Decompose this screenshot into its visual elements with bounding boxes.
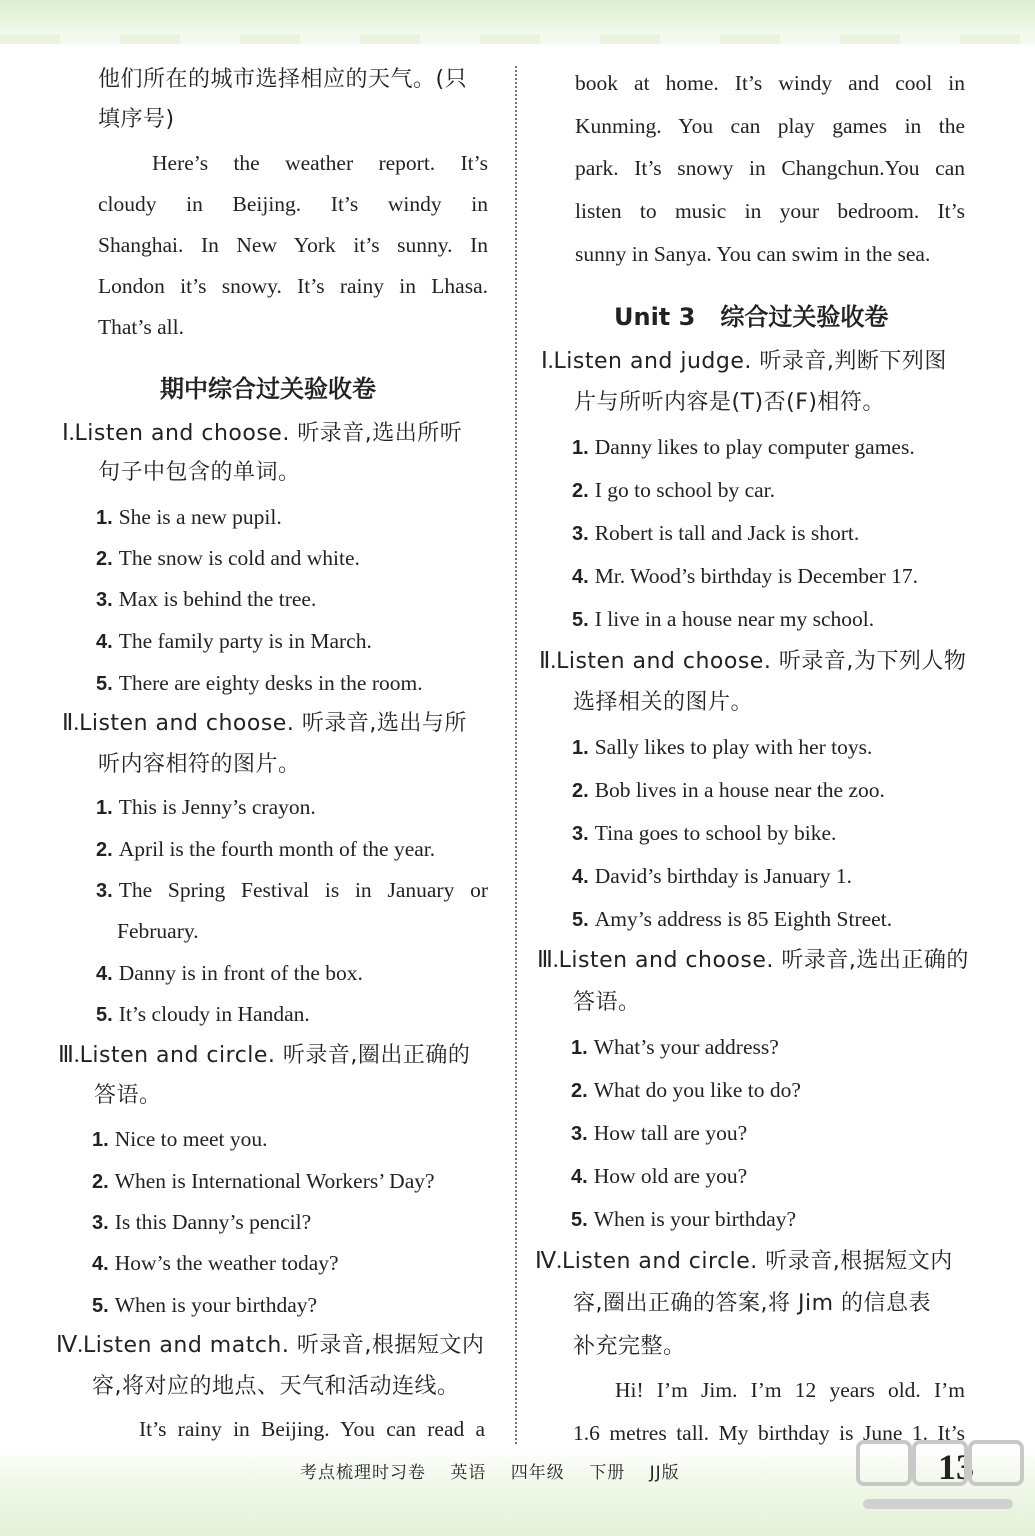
list-item: 5. Amy’s address is 85 Eighth Street. [572,907,893,931]
section-iv-heading-cont-2: 补充完整。 [573,1334,686,1359]
footer-term: 下册 [589,1463,626,1483]
list-item: 1. Sally likes to play with her toys. [572,735,873,759]
section-iii-heading-cont: 答语。 [573,990,641,1015]
list-item: 1. Danny likes to play computer games. [572,435,915,459]
list-item: 3. Robert is tall and Jack is short. [572,521,860,545]
section-iv-heading-cont: 容,将对应的地点、天气和活动连线。 [92,1374,460,1399]
list-item: 2. When is International Workers’ Day? [92,1169,435,1193]
list-item: 3. The Spring Festival is in January or [96,878,488,902]
section-iv-heading: Ⅳ.Listen and circle. 听录音,根据短文内 [535,1248,953,1274]
list-item: 5. When is your birthday? [92,1293,318,1317]
intro-line-1: 他们所在的城市选择相应的天气。(只 [98,67,468,92]
list-item: 1. This is Jenny’s crayon. [96,795,316,819]
column-divider [515,66,517,1444]
passage-line-2: cloudy in Beijing. It’s windy in [98,192,488,216]
footer-grade: 四年级 [510,1463,565,1483]
list-item-cont: February. [117,919,199,943]
passage-line-5: sunny in Sanya. You can swim in the sea. [575,242,931,266]
list-item: 5. When is your birthday? [571,1207,797,1231]
section-i-heading-cont: 片与所听内容是(T)否(F)相符。 [574,390,885,415]
list-item: 1. Nice to meet you. [92,1127,268,1151]
passage-line-3: park. It’s snowy in Changchun.You can [575,156,965,180]
footer-info [300,1458,698,1483]
list-item: 5. I live in a house near my school. [572,607,875,631]
list-item: 1. What’s your address? [571,1035,779,1059]
list-item: 5. It’s cloudy in Handan. [96,1002,310,1026]
passage-line-3: Shanghai. In New York it’s sunny. In [98,233,488,257]
passage-line: Hi! I’m Jim. I’m 12 years old. I’m [615,1378,965,1402]
intro-line-2: 填序号) [98,107,175,132]
watermark-logo-icon [848,1434,1030,1532]
passage-line-1: book at home. It’s windy and cool in [575,71,965,95]
section-iv-heading-cont: 容,圈出正确的答案,将 Jim 的信息表 [573,1291,932,1316]
top-decor-band [0,0,1035,48]
section-ii-heading-cont: 听内容相符的图片。 [98,752,301,777]
list-item: 3. Max is behind the tree. [96,587,317,611]
passage-line: It’s rainy in Beijing. You can read a [139,1417,485,1441]
section-ii-heading-cont: 选择相关的图片。 [573,690,754,715]
passage-line-1: Here’s the weather report. It’s [152,151,488,175]
section-iii-heading-cont: 答语。 [94,1083,162,1108]
list-item: 3. Is this Danny’s pencil? [92,1210,312,1234]
section-title-midterm: 期中综合过关验收卷 [160,375,376,403]
list-item: 3. How tall are you? [571,1121,748,1145]
section-iii-heading: Ⅲ.Listen and choose. 听录音,选出正确的 [537,947,969,973]
list-item: 2. I go to school by car. [572,478,776,502]
list-item: 4. How’s the weather today? [92,1251,339,1275]
section-iv-heading: Ⅳ.Listen and match. 听录音,根据短文内 [56,1332,485,1358]
section-i-heading: Ⅰ.Listen and choose. 听录音,选出所听 [62,420,463,446]
passage-line-5: That’s all. [98,315,184,339]
passage-line: 1.6 metres tall. My birthday is June 1. It’s [573,1421,965,1445]
list-item: 1. She is a new pupil. [96,505,282,529]
section-ii-heading: Ⅱ.Listen and choose. 听录音,为下列人物 [539,648,967,674]
section-title-unit3: Unit 3 综合过关验收卷 [614,303,889,331]
passage-line-2: Kunming. You can play games in the [575,114,965,138]
list-item: 3. Tina goes to school by bike. [572,821,837,845]
list-item: 4. The family party is in March. [96,629,372,653]
footer-edition: JJ版 [649,1463,680,1483]
list-item: 2. April is the fourth month of the year. [96,837,436,861]
page-number: 13 [938,1447,974,1487]
section-i-heading-cont: 句子中包含的单词。 [98,460,301,485]
passage-line-4: listen to music in your bedroom. It’s [575,199,965,223]
list-item: 4. Danny is in front of the box. [96,961,363,985]
list-item: 4. Mr. Wood’s birthday is December 17. [572,564,918,588]
list-item: 4. David’s birthday is January 1. [572,864,853,888]
list-item: 2. The snow is cold and white. [96,546,360,570]
section-iii-heading: Ⅲ.Listen and circle. 听录音,圈出正确的 [58,1042,471,1068]
footer-subject: 英语 [450,1463,487,1483]
list-item: 2. Bob lives in a house near the zoo. [572,778,885,802]
section-ii-heading: Ⅱ.Listen and choose. 听录音,选出与所 [62,710,467,736]
list-item: 4. How old are you? [571,1164,748,1188]
passage-line-4: London it’s snowy. It’s rainy in Lhasa. [98,274,488,298]
list-item: 5. There are eighty desks in the room. [96,671,423,695]
list-item: 2. What do you like to do? [571,1078,801,1102]
footer-book: 考点梳理时习卷 [300,1463,426,1483]
section-i-heading: Ⅰ.Listen and judge. 听录音,判断下列图 [541,348,947,374]
